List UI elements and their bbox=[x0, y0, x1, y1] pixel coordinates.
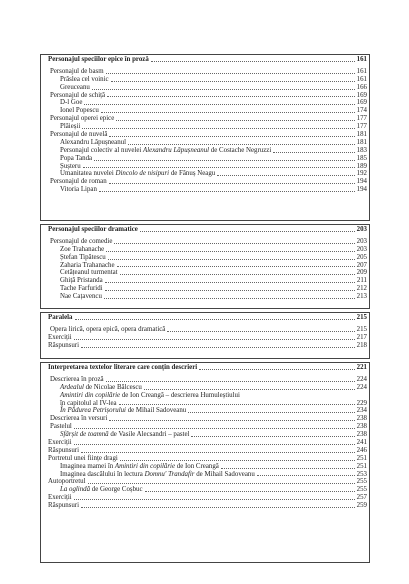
group-entry bbox=[48, 131, 367, 139]
title-part: Personajul operei epice bbox=[50, 115, 115, 123]
toc-entry-title bbox=[48, 478, 88, 486]
page-number: 211 bbox=[356, 277, 367, 285]
toc-entry bbox=[48, 463, 367, 471]
dot-leader bbox=[199, 369, 354, 370]
dot-leader bbox=[116, 120, 354, 121]
page-number: 241 bbox=[356, 439, 367, 446]
toc-entry-title bbox=[60, 254, 108, 262]
toc-entry bbox=[48, 84, 367, 92]
toc-entry bbox=[48, 342, 367, 350]
toc-entry-title bbox=[60, 384, 144, 392]
page-number: 161 bbox=[356, 75, 367, 83]
toc-entry-title bbox=[60, 285, 105, 293]
title-part: de Mihail Sadoveanu bbox=[194, 470, 255, 478]
title-part: Sfârșit de toamnă bbox=[60, 431, 109, 439]
group-entry bbox=[48, 68, 367, 76]
dot-leader bbox=[120, 460, 355, 461]
dot-leader bbox=[88, 483, 355, 484]
section-heading bbox=[48, 314, 367, 322]
toc-entry bbox=[48, 478, 367, 486]
toc-entry-title bbox=[48, 455, 120, 463]
toc-entry-title bbox=[60, 76, 111, 84]
dot-leader bbox=[94, 160, 355, 161]
dot-leader bbox=[75, 319, 355, 320]
section-heading bbox=[48, 226, 367, 234]
group-entry bbox=[48, 238, 367, 246]
dot-leader bbox=[99, 191, 355, 192]
page-number: 257 bbox=[356, 494, 367, 502]
page-number: 238 bbox=[356, 431, 367, 439]
page-number: 203 bbox=[356, 245, 367, 253]
title-part: Personajul colectiv al nuvelei bbox=[60, 146, 144, 154]
toc-entry bbox=[48, 170, 367, 178]
toc-entry bbox=[48, 392, 367, 400]
toc-entry bbox=[48, 334, 367, 342]
toc-entry bbox=[48, 494, 367, 502]
title-part: Umanitatea nuvelei bbox=[60, 170, 116, 178]
dot-leader bbox=[109, 420, 354, 421]
section-title: Personajul speciilor dramatice bbox=[48, 225, 138, 233]
page-number: 169 bbox=[356, 91, 367, 99]
title-part: Ștefan Tipătescu bbox=[60, 253, 106, 261]
toc-entry bbox=[48, 415, 367, 423]
toc-entry-title bbox=[60, 186, 99, 194]
dot-leader bbox=[82, 128, 354, 129]
title-part: Ionel Popescu bbox=[60, 107, 99, 115]
title-part: de Nicolae Bălcescu bbox=[83, 383, 142, 391]
toc-entry-title bbox=[50, 326, 167, 334]
toc-entry bbox=[48, 155, 367, 163]
dot-leader bbox=[83, 167, 355, 168]
page-number: 205 bbox=[356, 253, 367, 261]
dot-leader bbox=[106, 73, 355, 74]
group-entry bbox=[48, 178, 367, 186]
toc-entry-title bbox=[60, 246, 106, 254]
toc-entry-title bbox=[50, 376, 106, 384]
title-part: Imaginea mamei în bbox=[60, 462, 115, 470]
dot-leader bbox=[105, 282, 355, 283]
toc-entry-title bbox=[48, 439, 74, 447]
toc-entry-title bbox=[50, 415, 109, 423]
group-entry-title bbox=[50, 178, 109, 186]
title-part: Prâslea cel voinic bbox=[60, 75, 109, 83]
dot-leader bbox=[106, 381, 355, 382]
page-number: 217 bbox=[356, 333, 367, 341]
dot-leader bbox=[119, 404, 355, 405]
section-title: Paralela bbox=[48, 313, 73, 321]
page-number: 255 bbox=[356, 478, 367, 486]
title-part: Exerciții bbox=[48, 333, 72, 341]
dot-leader bbox=[74, 444, 355, 445]
dot-leader bbox=[108, 259, 355, 260]
section-heading bbox=[48, 364, 367, 372]
page-number: 189 bbox=[356, 162, 367, 170]
toc-entry bbox=[48, 163, 367, 171]
page-number: 185 bbox=[356, 154, 367, 162]
toc-entry-title bbox=[60, 99, 84, 107]
page-number: 251 bbox=[356, 462, 367, 470]
title-part: Personajul de basm bbox=[50, 67, 104, 75]
group-entry bbox=[48, 115, 367, 123]
toc-entry bbox=[48, 471, 367, 479]
dot-leader bbox=[101, 112, 355, 113]
title-part: Exerciții bbox=[48, 439, 72, 446]
toc-section bbox=[40, 224, 370, 309]
page-number: 174 bbox=[356, 107, 367, 115]
page-number: 192 bbox=[356, 170, 367, 178]
section-title: Personajul speciilor epice în proză bbox=[48, 55, 149, 63]
title-part: Răspunsuri bbox=[48, 446, 80, 454]
title-part: Zaharia Trahanache bbox=[60, 261, 115, 269]
dot-leader bbox=[273, 152, 354, 153]
page-number: 224 bbox=[356, 375, 367, 383]
section-title: Interpretarea textelor literare care conțin descrieri bbox=[48, 363, 198, 371]
title-part: Descrierea în versuri bbox=[50, 415, 108, 423]
toc-entry bbox=[48, 384, 367, 392]
title-part: Ghiță Pristanda bbox=[60, 277, 103, 285]
title-part: D-l Goe bbox=[60, 99, 83, 107]
toc-entry bbox=[48, 269, 367, 277]
page-number: 183 bbox=[356, 146, 367, 154]
dot-leader bbox=[111, 81, 355, 82]
title-part: Șușteru bbox=[60, 162, 81, 170]
title-part: Alexandru Lăpușneanul bbox=[143, 146, 210, 154]
page-number: 212 bbox=[356, 285, 367, 293]
toc-entry bbox=[48, 262, 367, 270]
title-part: Exerciții bbox=[48, 494, 72, 502]
title-part: Imaginea dascălului în lectura bbox=[60, 470, 145, 478]
page-number: 194 bbox=[356, 186, 367, 194]
group-entry bbox=[48, 92, 367, 100]
title-part: Autoportretul bbox=[48, 478, 86, 486]
toc-entry bbox=[48, 254, 367, 262]
page-number: 259 bbox=[356, 502, 367, 510]
title-part: Amintiri din copilărie bbox=[114, 462, 176, 470]
title-part: Personajul de roman bbox=[50, 178, 107, 186]
page-number: 161 bbox=[356, 55, 367, 63]
toc-entry-title bbox=[60, 147, 273, 155]
toc-entry bbox=[48, 486, 367, 494]
title-part: Tache Farfuridi bbox=[60, 285, 103, 293]
toc-entry bbox=[48, 285, 367, 293]
toc-entry-title bbox=[50, 423, 74, 431]
page-number: 209 bbox=[356, 269, 367, 277]
title-part: Răspunsuri bbox=[48, 502, 80, 510]
toc-entry bbox=[48, 455, 367, 463]
dot-leader bbox=[105, 290, 355, 291]
dot-leader bbox=[151, 61, 355, 62]
title-part: de Fănuș Neagu bbox=[169, 170, 216, 178]
title-part: de Ion Creangă – descrierea Humuleștiului bbox=[120, 391, 240, 399]
toc-entry bbox=[48, 99, 367, 107]
toc-entry-title bbox=[60, 107, 101, 115]
toc-entry-title bbox=[60, 293, 104, 301]
title-part: Plăieșii bbox=[60, 123, 81, 131]
toc-entry-title bbox=[48, 494, 74, 502]
dot-leader bbox=[191, 436, 354, 437]
dot-leader bbox=[221, 468, 355, 469]
toc-entry-title bbox=[60, 407, 188, 415]
dot-leader bbox=[257, 475, 355, 476]
page-number: 169 bbox=[356, 99, 367, 107]
toc-entry bbox=[48, 431, 367, 439]
toc-entry bbox=[48, 326, 367, 334]
toc-entry bbox=[48, 423, 367, 431]
title-part: Portretul unei ființe dragi bbox=[48, 454, 118, 462]
title-part: La oglindă bbox=[60, 486, 91, 494]
group-entry-title bbox=[50, 92, 107, 100]
page-number: 203 bbox=[356, 237, 367, 245]
page-number: 246 bbox=[356, 446, 367, 454]
page-number: 161 bbox=[356, 67, 367, 75]
toc-section bbox=[40, 362, 370, 563]
dot-leader bbox=[120, 274, 355, 275]
dot-leader bbox=[81, 452, 355, 453]
dot-leader bbox=[128, 144, 355, 145]
toc-entry bbox=[48, 376, 367, 384]
dot-leader bbox=[107, 96, 355, 97]
dot-leader bbox=[109, 136, 354, 137]
title-part: Vitoria Lipan bbox=[60, 186, 97, 194]
toc-entry bbox=[48, 186, 367, 194]
dot-leader bbox=[106, 251, 354, 252]
page-number: 224 bbox=[356, 383, 367, 391]
group-entry-title bbox=[50, 238, 114, 246]
page-number: 207 bbox=[356, 261, 367, 269]
section-heading bbox=[48, 56, 367, 64]
dot-leader bbox=[74, 339, 355, 340]
title-part: de Ion Creangă bbox=[175, 462, 219, 470]
title-part: Personajul de nuvelă bbox=[50, 131, 108, 138]
title-part: de Costache Negruzzi bbox=[209, 146, 272, 154]
page-number: 238 bbox=[356, 415, 367, 423]
page-number: 181 bbox=[356, 138, 367, 146]
dot-leader bbox=[74, 499, 355, 500]
page-number: 177 bbox=[356, 115, 367, 123]
dot-leader bbox=[104, 298, 355, 299]
title-part: Personajul de schiță bbox=[50, 91, 106, 99]
toc-entry-title bbox=[48, 502, 81, 510]
toc-section bbox=[40, 54, 370, 221]
toc-entry-title bbox=[60, 471, 257, 479]
title-part: Domnu' Trandafir bbox=[144, 470, 195, 478]
toc-entry-title bbox=[48, 334, 74, 342]
toc-entry-title bbox=[60, 123, 82, 131]
toc-entry bbox=[48, 502, 367, 510]
toc-entry-title bbox=[60, 486, 145, 494]
toc-entry bbox=[48, 123, 367, 131]
toc-entry-title bbox=[60, 463, 221, 471]
page-number: 215 bbox=[356, 313, 367, 321]
toc-entry bbox=[48, 107, 367, 115]
page-number: 203 bbox=[356, 225, 367, 233]
dot-leader bbox=[74, 428, 355, 429]
page-number: 177 bbox=[356, 123, 367, 131]
title-part: în capitolul al IV-lea bbox=[60, 399, 117, 407]
dot-leader bbox=[81, 507, 355, 508]
toc-entry-title bbox=[60, 431, 191, 439]
title-part: Alexandru Lăpușneanul bbox=[60, 138, 127, 146]
toc-entry-title bbox=[60, 277, 105, 285]
toc-entry bbox=[48, 407, 367, 415]
toc-entry bbox=[48, 246, 367, 254]
title-part: de Vasile Alecsandri – pastel bbox=[108, 431, 190, 439]
dot-leader bbox=[117, 266, 355, 267]
dot-leader bbox=[217, 175, 354, 176]
toc-entry-title bbox=[48, 447, 81, 455]
page-number: 255 bbox=[356, 486, 367, 494]
title-part: Personajul de comedie bbox=[50, 237, 113, 245]
page-number: 215 bbox=[356, 325, 367, 333]
dot-leader bbox=[188, 412, 354, 413]
toc-entry-title bbox=[60, 163, 83, 171]
toc-entry bbox=[48, 139, 367, 147]
title-part: În Pădurea Petrișorului bbox=[60, 407, 126, 415]
toc-entry bbox=[48, 293, 367, 301]
title-part: Răspunsuri bbox=[48, 341, 80, 349]
page-number: 238 bbox=[356, 423, 367, 431]
dot-leader bbox=[144, 389, 355, 390]
page-number: 218 bbox=[356, 341, 367, 349]
page-number: 229 bbox=[356, 399, 367, 407]
title-part: Ardealul bbox=[60, 383, 84, 391]
toc-entry bbox=[48, 76, 367, 84]
toc-entry-title bbox=[60, 392, 242, 400]
toc-entry-title bbox=[48, 342, 81, 350]
toc-entry-title bbox=[60, 170, 217, 178]
dot-leader bbox=[81, 347, 355, 348]
toc-entry bbox=[48, 439, 367, 447]
title-part: Amintiri din copilărie bbox=[60, 391, 121, 399]
page-number: 221 bbox=[356, 363, 367, 371]
page-number: 251 bbox=[356, 454, 367, 462]
title-part: Descrierea în proză bbox=[50, 375, 104, 383]
toc-entry-title bbox=[60, 262, 117, 270]
dot-leader bbox=[92, 89, 355, 90]
dot-leader bbox=[114, 243, 354, 244]
title-part: de George Coșbuc bbox=[90, 486, 143, 494]
toc-entry-title bbox=[60, 84, 92, 92]
title-part: Cetățeanul turmentat bbox=[60, 269, 118, 277]
dot-leader bbox=[140, 231, 355, 232]
dot-leader bbox=[145, 491, 355, 492]
toc-section bbox=[40, 312, 370, 359]
toc-entry bbox=[48, 447, 367, 455]
title-part: Dincolo de nisipuri bbox=[115, 170, 170, 178]
dot-leader bbox=[84, 104, 354, 105]
page-number: 166 bbox=[356, 83, 367, 91]
group-entry-title bbox=[50, 68, 106, 76]
toc-entry-title bbox=[60, 155, 94, 163]
group-entry-title bbox=[50, 115, 116, 123]
title-part: Opera lirică, opera epică, opera dramatică bbox=[50, 325, 166, 333]
title-part: Nae Cațavencu bbox=[60, 293, 102, 301]
toc-entry bbox=[48, 147, 367, 155]
page-number: 181 bbox=[356, 131, 367, 138]
page-number: 194 bbox=[356, 178, 367, 186]
group-entry-title bbox=[50, 131, 109, 139]
toc-entry bbox=[48, 277, 367, 285]
title-part: Pastelul bbox=[50, 423, 72, 431]
title-part: Popa Tanda bbox=[60, 154, 93, 162]
title-part: de Mihail Sadoveanu bbox=[125, 407, 187, 415]
page-number: 253 bbox=[356, 470, 367, 478]
title-part: Greuceanu bbox=[60, 83, 90, 91]
dot-leader bbox=[167, 331, 354, 332]
dot-leader bbox=[109, 183, 355, 184]
toc-entry-title bbox=[60, 269, 120, 277]
title-part: Zoe Trahanache bbox=[60, 245, 105, 253]
toc-entry-title bbox=[60, 139, 128, 147]
page-number: 234 bbox=[356, 407, 367, 415]
page-number: 213 bbox=[356, 293, 367, 301]
